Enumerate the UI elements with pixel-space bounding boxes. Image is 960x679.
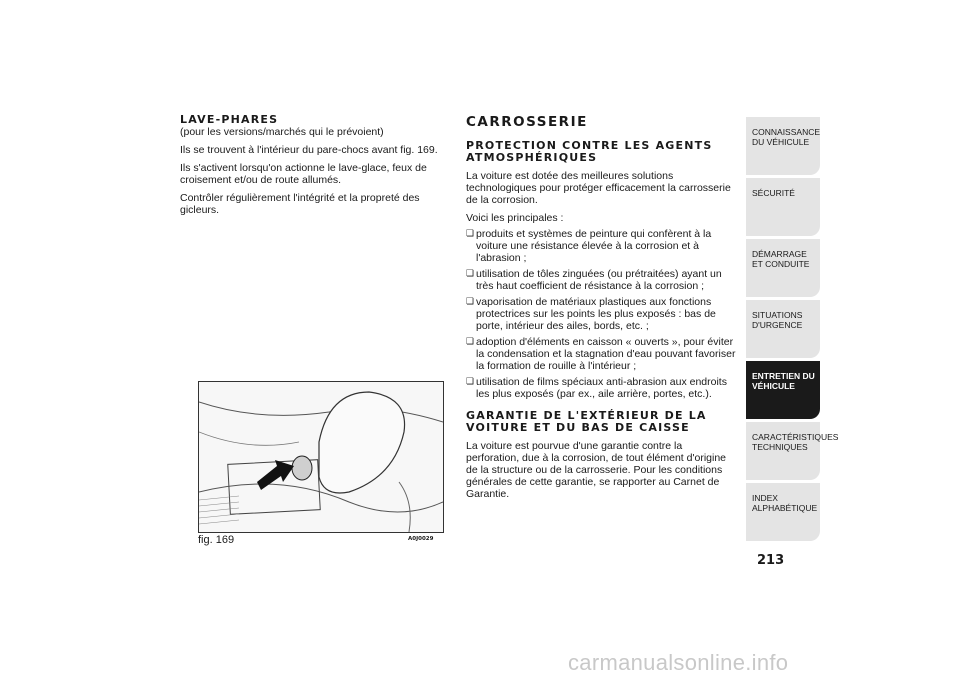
tab-entretien[interactable]: ENTRETIEN DU VÉHICULE bbox=[746, 361, 820, 419]
list-item: ❏ vaporisation de matériaux plastiques aux fonctions protectrices sur les points les plus exposés : bas de porte, intérieur des ailes, bords, etc. ; bbox=[466, 296, 736, 332]
headlamp-washer-para-3: Contrôler régulièrement l'intégrité et la propreté des gicleurs. bbox=[180, 192, 420, 216]
headlamp-washer-note: (pour les versions/marchés qui le prévoient) bbox=[180, 126, 384, 138]
tab-demarrage[interactable]: DÉMARRAGE ET CONDUITE bbox=[746, 239, 820, 297]
watermark: carmanualsonline.info bbox=[568, 650, 789, 675]
headlamp-washer-para-2: Ils s'activent lorsqu'on actionne le lave-glace, feux de croisement et/ou de route allumés. bbox=[180, 162, 427, 186]
list-item: ❏ produits et systèmes de peinture qui confèrent à la voiture une résistance élevée à la corrosion et à l'abrasion ; bbox=[466, 228, 736, 264]
figure-code: A0J0029 bbox=[408, 536, 434, 542]
figure-169-image bbox=[198, 381, 444, 533]
right-column bbox=[466, 114, 736, 506]
headlamp-washer-illustration bbox=[199, 382, 443, 532]
page-number: 213 bbox=[757, 553, 785, 568]
tab-index[interactable]: INDEX ALPHABÉTIQUE bbox=[746, 483, 820, 541]
protection-para-2: Voici les principales : bbox=[466, 212, 564, 224]
tab-connaissance[interactable]: CONNAISSANCE DU VÉHICULE bbox=[746, 117, 820, 175]
tab-urgence[interactable]: SITUATIONS D'URGENCE bbox=[746, 300, 820, 358]
list-item: ❏ utilisation de tôles zinguées (ou prétraitées) ayant un très haut coefficient de résistance à la corrosion ; bbox=[466, 268, 736, 292]
warranty-title: GARANTIE DE L'EXTÉRIEUR DE LA VOITURE ET DU BAS DE CAISSE bbox=[466, 409, 707, 434]
figure-caption: fig. 169 bbox=[198, 534, 235, 546]
list-item: ❏ utilisation de films spéciaux anti-abrasion aux endroits les plus exposés (par ex., aile arrière, portes, etc.). bbox=[466, 376, 736, 400]
list-item: ❏ adoption d'éléments en caisson « ouverts », pour éviter la condensation et la stagnation d'eau pouvant favoriser la formation de rouille à l'intérieur ; bbox=[466, 336, 736, 372]
protection-para-1: La voiture est dotée des meilleures solutions technologiques pour protéger efficacement la carrosserie de la corrosion. bbox=[466, 170, 731, 206]
protection-list bbox=[466, 228, 736, 400]
tab-securite[interactable]: SÉCURITÉ bbox=[746, 178, 820, 236]
warranty-para: La voiture est pourvue d'une garantie contre la perforation, due à la corrosion, de tout élément d'origine de la structure ou de la carrosserie. Pour les conditions générales de cette garantie, se rapporter au Carnet de Garantie. bbox=[466, 440, 726, 500]
tab-caracteristiques[interactable]: CARACTÉRISTIQUES TECHNIQUES bbox=[746, 422, 820, 480]
headlamp-washer-para-1: Ils se trouvent à l'intérieur du pare-chocs avant fig. 169. bbox=[180, 144, 438, 156]
section-title: CARROSSERIE bbox=[466, 114, 588, 130]
left-column bbox=[180, 114, 442, 222]
protection-title: PROTECTION CONTRE LES AGENTS ATMOSPHÉRIQUES bbox=[466, 139, 713, 164]
headlamp-washer-title: LAVE-PHARES bbox=[180, 113, 279, 126]
chapter-tabs bbox=[746, 117, 839, 544]
